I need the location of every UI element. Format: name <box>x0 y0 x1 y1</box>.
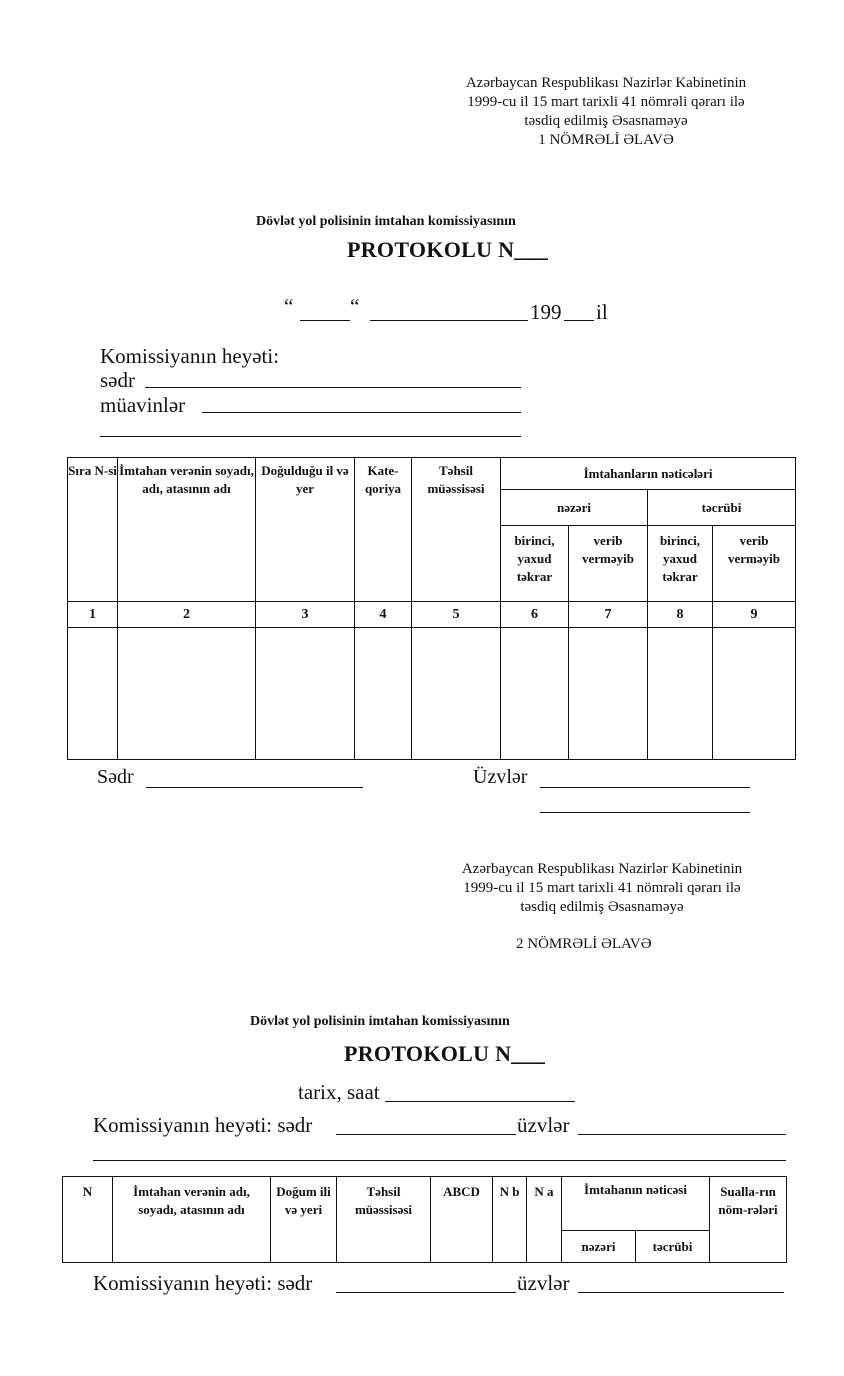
annex2-title-small: Dövlət yol polisinin imtahan komissiyasının <box>250 1014 510 1029</box>
col-sira-header: Sıra N-si <box>68 458 118 602</box>
empty-cell[interactable] <box>501 628 569 760</box>
annex1-deputies-label: müavinlər <box>100 393 186 417</box>
annex1-chair-field[interactable] <box>145 387 521 388</box>
annex1-date-suffix: il <box>596 300 608 324</box>
annex1-date-year-field[interactable] <box>564 320 594 321</box>
empty-cell[interactable] <box>118 628 256 760</box>
annex2-col-result-header: İmtahanın nəticəsi <box>562 1177 710 1231</box>
annex1-header-line-4: 1 NÖMRƏLİ ƏLAVƏ <box>538 132 674 148</box>
col-practice-passed-header: birinci, yaxud təkrar <box>648 526 713 602</box>
col-number: 6 <box>501 602 569 628</box>
annex1-sig-members-field-2[interactable] <box>540 812 750 813</box>
col-theory-header: nəzəri <box>501 490 648 526</box>
col-number: 7 <box>569 602 648 628</box>
table-row <box>68 628 796 760</box>
annex2-members-field[interactable] <box>578 1134 786 1135</box>
col-number: 9 <box>713 602 796 628</box>
empty-cell[interactable] <box>648 628 713 760</box>
col-results-header: İmtahanların nəticələri <box>501 458 796 490</box>
annex1-deputies-field[interactable] <box>202 412 521 413</box>
col-school-header: Təhsil müəssisəsi <box>412 458 501 602</box>
annex1-commission-label: Komissiyanın heyəti: <box>100 344 280 368</box>
annex2-header-line-3: təsdiq edilmiş Əsasnaməyə <box>520 899 684 915</box>
annex2-footer-chair-field[interactable] <box>336 1292 516 1293</box>
empty-cell[interactable] <box>256 628 355 760</box>
col-number: 5 <box>412 602 501 628</box>
col-number: 4 <box>355 602 412 628</box>
annex2-annex-label: 2 NÖMRƏLİ ƏLAVƏ <box>516 936 652 952</box>
annex1-title-big: PROTOKOLU N___ <box>347 237 549 262</box>
annex2-extra-line[interactable] <box>93 1160 786 1161</box>
annex1-date-month-field[interactable] <box>370 320 528 321</box>
col-birth-header: Doğulduğu il və yer <box>256 458 355 602</box>
annex2-title-big: PROTOKOLU N___ <box>344 1041 546 1066</box>
empty-cell[interactable] <box>412 628 501 760</box>
annex1-title-small: Dövlət yol polisinin imtahan komissiyasının <box>256 214 516 229</box>
annex2-header-line-1: Azərbaycan Respublikası Nazirlər Kabinetinin <box>461 861 743 877</box>
annex2-date-time-field[interactable] <box>385 1101 575 1102</box>
annex2-date-time-label: tarix, saat <box>298 1080 380 1104</box>
annex1-header-line-1: Azərbaycan Respublikası Nazirlər Kabinetinin <box>465 75 747 91</box>
annex2-col-abcd-header: ABCD <box>431 1177 493 1263</box>
annex2-footer-commission-label: Komissiyanın heyəti: sədr <box>93 1271 313 1295</box>
col-theory-passed-header: birinci, yaxud təkrar <box>501 526 569 602</box>
annex1-deputies-field-2[interactable] <box>100 436 521 437</box>
annex1-sig-chair-label: Sədr <box>97 766 134 788</box>
annex2-members-label: üzvlər <box>517 1113 570 1137</box>
annex2-footer-members-label: üzvlər <box>517 1271 570 1295</box>
empty-cell[interactable] <box>355 628 412 760</box>
col-number: 3 <box>256 602 355 628</box>
annex2-col-n-header: N <box>63 1177 113 1263</box>
annex1-header <box>404 74 808 150</box>
annex2-col-nb-header: N b <box>493 1177 527 1263</box>
annex1-sig-members-label: Üzvlər <box>473 766 528 788</box>
annex2-chair-field[interactable] <box>336 1134 516 1135</box>
annex2-col-theory-header: nəzəri <box>562 1231 636 1263</box>
annex1-date-day-field[interactable] <box>300 320 350 321</box>
annex2-col-school-header: Təhsil müəssisəsi <box>337 1177 431 1263</box>
annex2-col-birth-header: Doğum ili və yeri <box>271 1177 337 1263</box>
annex2-col-na-header: N a <box>527 1177 562 1263</box>
annex2-col-questions-header: Sualla-rın nöm-rələri <box>710 1177 787 1263</box>
annex1-header-line-3: təsdiq edilmiş Əsasnaməyə <box>524 113 688 129</box>
annex1-sig-members-field-1[interactable] <box>540 787 750 788</box>
col-number: 2 <box>118 602 256 628</box>
annex2-header <box>400 860 804 917</box>
annex1-date-open-quote: “ <box>284 294 294 318</box>
col-practice-header: təcrübi <box>648 490 796 526</box>
annex1-header-line-2: 1999-cu il 15 mart tarixli 41 nömrəli qərarı ilə <box>467 94 745 110</box>
annex2-header-line-2: 1999-cu il 15 mart tarixli 41 nömrəli qərarı ilə <box>463 880 741 896</box>
empty-cell[interactable] <box>569 628 648 760</box>
annex2-commission-label: Komissiyanın heyəti: sədr <box>93 1113 313 1137</box>
annex1-date-close-quote: “ <box>350 294 360 318</box>
annex2-col-name-header: İmtahan verənin adı, soyadı, atasının adı <box>113 1177 271 1263</box>
col-name-header: İmtahan verənin soyadı, adı, atasının adı <box>118 458 256 602</box>
col-category-header: Kate-qoriya <box>355 458 412 602</box>
col-practice-failed-header: verib verməyib <box>713 526 796 602</box>
annex1-table <box>67 457 796 760</box>
empty-cell[interactable] <box>68 628 118 760</box>
annex1-date-year: 199 <box>530 300 562 324</box>
annex1-sig-chair-field[interactable] <box>146 787 363 788</box>
annex1-chair-label: sədr <box>100 368 135 392</box>
col-number: 1 <box>68 602 118 628</box>
annex2-table <box>62 1176 787 1263</box>
col-theory-failed-header: verib verməyib <box>569 526 648 602</box>
empty-cell[interactable] <box>713 628 796 760</box>
annex2-col-practice-header: təcrübi <box>636 1231 710 1263</box>
annex2-footer-members-field[interactable] <box>578 1292 784 1293</box>
col-number: 8 <box>648 602 713 628</box>
